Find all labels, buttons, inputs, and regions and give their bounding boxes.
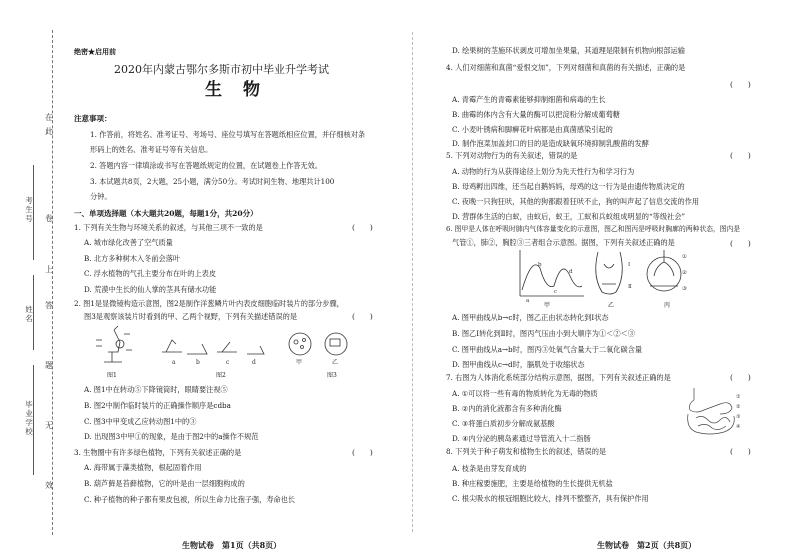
option: B. 北方多种树木入冬前会落叶 xyxy=(84,254,181,263)
option: D. 绘果树的茎施环状剥皮可增加坐果量，其道理是限制有机物向根部运输 xyxy=(452,46,685,55)
answer-bracket: ( ) xyxy=(730,447,751,456)
note-line: 1. 作答前，将姓名、准考证号、考场号、座位号填写在答题纸相应位置，并仔细核对条 xyxy=(90,130,366,139)
seal-char: 答 xyxy=(45,301,53,310)
option: B. 种庄稼要施肥，主要是给植物的生长提供无机盐 xyxy=(452,479,613,488)
option: B. 曲霉的体内含有大量的酶可以把淀粉分解成葡萄糖 xyxy=(452,110,620,119)
figure-label: 图1 xyxy=(107,372,117,379)
option: A. 枝条是由芽发育成的 xyxy=(452,464,527,473)
breathing-figures xyxy=(514,246,699,304)
svg-text:d: d xyxy=(252,359,256,366)
figure-label: 甲 xyxy=(544,302,551,309)
exam-title: 2020年内蒙古鄂尔多斯市初中毕业升学考试 xyxy=(114,63,329,76)
microscope-figures xyxy=(92,322,362,372)
seal-char: 卷 xyxy=(45,214,53,223)
field-exam-number: 考生号 xyxy=(25,196,33,223)
question-stem: 5. 下列对动物行为的有关叙述，错误的是 xyxy=(446,151,578,160)
option: B. 图2中制作临时装片的正确操作顺序是cdba xyxy=(84,401,231,410)
answer-bracket: ( ) xyxy=(730,239,751,248)
svg-text:b: b xyxy=(196,359,200,366)
option: B. 图乙Ⅰ转化到Ⅱ时，图丙气压由小到大顺序为①＜②＜③ xyxy=(452,329,635,338)
question-stem: 1. 下列有关生物与环境关系的叙述，与其他三项不一致的是 xyxy=(74,223,263,232)
svg-text:③: ③ xyxy=(682,286,687,292)
option: D. 荒漠中生长的仙人掌的茎具有储水功能 xyxy=(84,285,217,294)
subject-title: 生 物 xyxy=(205,80,262,100)
option: C. 小麦叶锈病和脚癣花叶病都是由真菌感染引起的 xyxy=(452,125,613,134)
answer-bracket: ( ) xyxy=(352,448,373,457)
note-line: 分钟。 xyxy=(90,192,112,201)
question-stem: 7. 右图为人体消化系统部分结构示意图，据图，下列有关叙述正确的是 xyxy=(446,373,671,382)
svg-text:②: ② xyxy=(736,404,741,410)
seal-char: 无 xyxy=(45,421,53,430)
svg-text:c: c xyxy=(226,359,230,366)
svg-text:甲: 甲 xyxy=(296,359,303,366)
option: D. ④内分泌的胰岛素通过导管流入十二指肠 xyxy=(452,434,591,443)
note-line: 3. 本试题共8页，2大题，25小题，满分50分。考试时间生物、地理共计100 xyxy=(90,177,335,186)
question-stem-cont: 气管①，肺②，胸腔③三者组合示意图。据图，下列有关叙述正确的是 xyxy=(452,238,675,247)
seal-char: 在 xyxy=(45,113,53,122)
option: A. ①可以将一些有毒的物质转化为无毒的物质 xyxy=(452,389,598,398)
question-stem: 8. 下列关于种子萌发和植物生长的叙述，错误的是 xyxy=(446,447,607,456)
option: C. 种子植物的种子都有果皮包被，所以生命力比孢子强，寿命也长 xyxy=(84,495,296,504)
question-stem-cont: 图3是观察该装片时看到的甲、乙两个视野，下列有关描述错误的是 xyxy=(84,312,298,321)
field-name: 姓名 xyxy=(25,305,33,323)
note-line: 2. 答题内容一律填涂或书写在答题纸规定的位置，在试题卷上作答无效。 xyxy=(90,161,322,170)
option: B. ②内的消化液都含有多种消化酶 xyxy=(452,404,562,413)
secret-label: 绝密★启用前 xyxy=(74,47,116,56)
option: D. 制作泡菜加盖封口的目的是造成缺氧环境抑制乳酸菌的发酵 xyxy=(452,139,649,148)
option: A. 海带属于藻类植物，根起固着作用 xyxy=(84,463,202,472)
seal-char: 上 xyxy=(45,265,53,274)
page-footer: 生物试卷 第2页（共8页） xyxy=(597,540,697,550)
answer-bracket: ( ) xyxy=(352,223,373,232)
page-2 xyxy=(412,0,794,560)
svg-text:a: a xyxy=(172,359,176,366)
answer-bracket: ( ) xyxy=(730,373,751,382)
option: C. 根尖吸水的根冠细胞比较大，排列不整整齐，具有保护作用 xyxy=(452,494,649,503)
seal-char: 题 xyxy=(45,361,53,370)
question-stem: 6. 图甲是人体在呼吸时肺内气体容量变化的示意图，图乙和图丙是呼吸时胸廓的两种状态，图内是 xyxy=(446,225,741,233)
svg-text:②: ② xyxy=(682,270,687,276)
option: A. 动物的行为从获得途径上划分为先天性行为和学习行为 xyxy=(452,167,635,176)
option: A. 图甲曲线从b→c时，图乙正由状态转化到Ⅰ状态 xyxy=(452,313,609,322)
answer-bracket: ( ) xyxy=(352,312,373,321)
svg-text:①: ① xyxy=(682,254,687,260)
svg-text:乙: 乙 xyxy=(332,359,339,366)
option: D. 图甲曲线从c→d时，膈肌处于收缩状态 xyxy=(452,360,585,369)
question-stem: 3. 生物圈中有许多绿色植物，下列有关叙述正确的是 xyxy=(74,448,242,457)
svg-text:Ⅰ: Ⅰ xyxy=(628,262,631,268)
option: B. 母鸡孵出四维，还当起自鹅妈妈，母鸡的这一行为是由遗传物质决定的 xyxy=(452,182,685,191)
option: D. 出现图3中甲①的现象，是由于图2中的a操作不规范 xyxy=(84,432,259,441)
option: C. 图3中甲变成乙应转动图1中的③ xyxy=(84,417,197,426)
option: B. 葫芦藓是苔藓植物，它的叶是由一层细胞构成的 xyxy=(84,479,245,488)
figure-label: 图3 xyxy=(327,372,337,379)
svg-text:③: ③ xyxy=(736,414,741,420)
page-footer: 生物试卷 第1页（共8页） xyxy=(182,540,282,550)
answer-bracket: ( ) xyxy=(730,80,751,89)
notes-title: 注意事项： xyxy=(74,114,112,123)
svg-text:a: a xyxy=(526,298,530,304)
option: D. 营群体生活的白蚁，由蚁后，蚁王，工蚁和兵蚁组成明显的“等级社会” xyxy=(452,212,686,221)
figure-label: 丙 xyxy=(664,302,671,309)
question-stem: 2. 图1是显微镜构造示意图，图2是制作洋葱鳞片叶内表皮细胞临时装片的部分步骤， xyxy=(74,299,344,308)
svg-text:①: ① xyxy=(736,394,741,400)
figure-label: 乙 xyxy=(608,302,615,309)
svg-text:④: ④ xyxy=(736,424,741,430)
svg-text:b: b xyxy=(538,262,542,268)
field-school: 毕业学校 xyxy=(25,400,33,436)
option: C. 浮水植物的气孔主要分布在叶的上表皮 xyxy=(84,269,217,278)
section-heading: 一、单项选择题（本大题共20题，每题1分，共20分） xyxy=(74,209,258,218)
option: A. 图1中在转动⑤下降镜筒时，眼睛要注视⑤ xyxy=(84,385,228,394)
option: C. ③将蛋白质初步分解成氨基酸 xyxy=(452,419,555,428)
answer-bracket: ( ) xyxy=(730,151,751,160)
option: C. 图甲曲线从a→b时，图丙③处氧气含量大于二氧化碳含量 xyxy=(452,345,643,354)
svg-text:d: d xyxy=(569,269,573,275)
svg-text:Ⅱ: Ⅱ xyxy=(628,284,632,290)
digestive-system-figure xyxy=(680,384,750,440)
seal-char: 效 xyxy=(45,481,53,490)
option: C. 夜晚一只狗狂吠，其他的狗都跟着狂吠不止，狗的叫声起了信息交流的作用 xyxy=(452,197,700,206)
option: A. 城市绿化改善了空气质量 xyxy=(84,238,173,247)
seal-char: 此 xyxy=(45,127,53,136)
figure-label: 图2 xyxy=(216,372,226,379)
question-stem: 4. 人们对细菌和真菌“爱恨交加”，下列对细菌和真菌的有关描述，正确的是 xyxy=(446,63,686,72)
option: A. 青霉产生的青霉素能够抑制细菌和病毒的生长 xyxy=(452,95,606,104)
note-line: 形码上的姓名、准考证号等有关信息。 xyxy=(90,145,213,154)
svg-text:c: c xyxy=(554,289,558,295)
